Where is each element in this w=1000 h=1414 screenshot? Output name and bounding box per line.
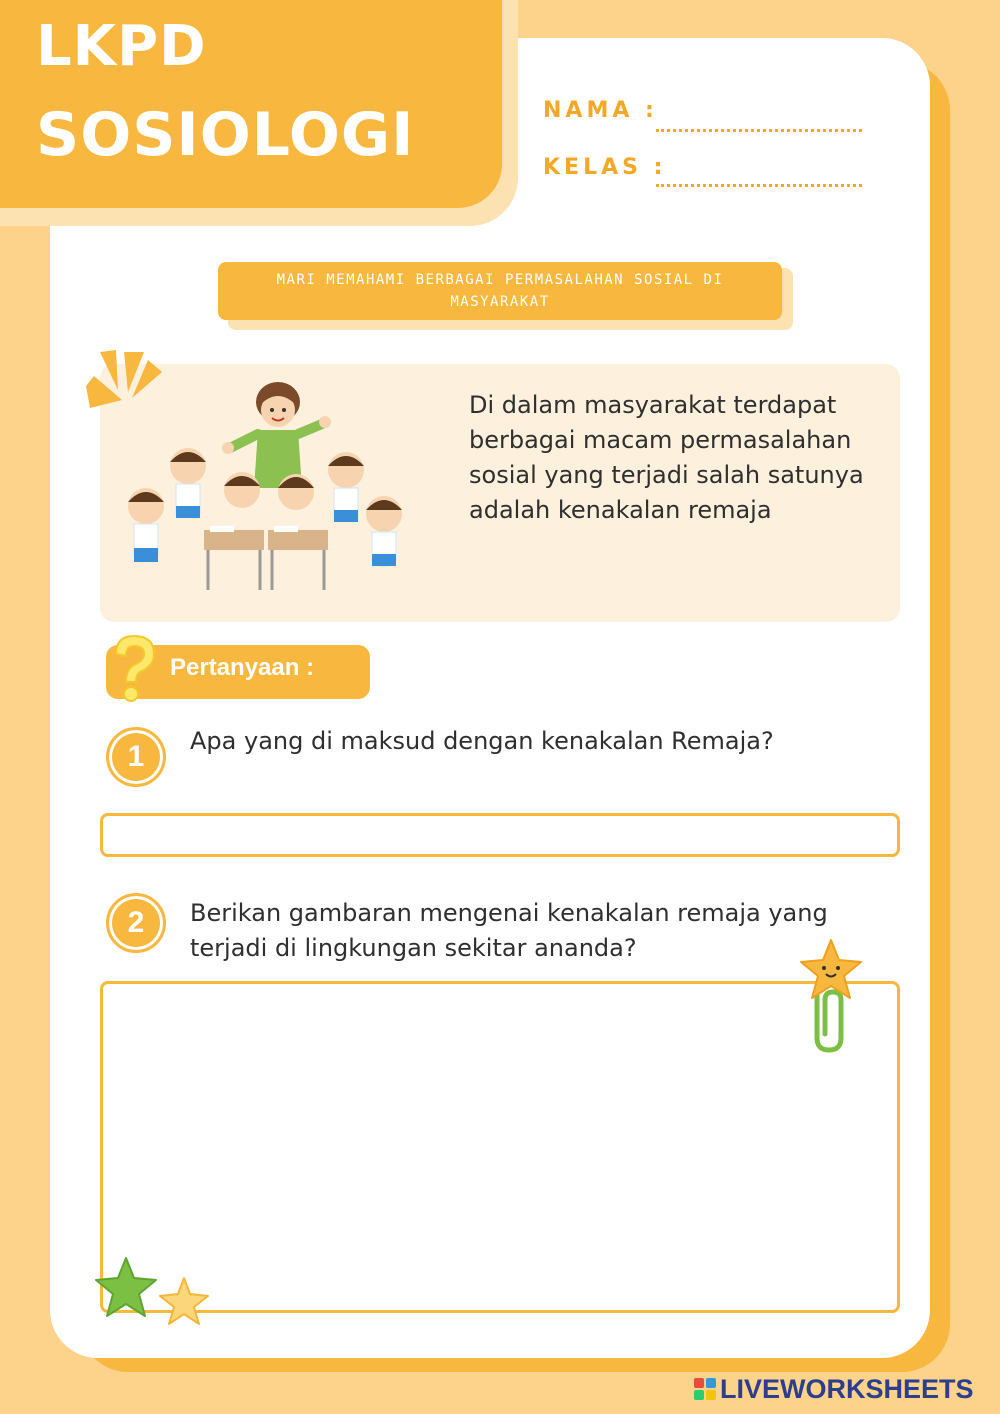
questions-header-label: Pertanyaan : (170, 654, 315, 681)
star-paperclip-icon (795, 938, 867, 1056)
footer-brand-text: LIVEWORKSHEETS (720, 1373, 974, 1404)
banner: MARI MEMAHAMI BERBAGAI PERMASALAHAN SOSIAL DI MASYARAKAT (218, 262, 782, 320)
class-label: KELAS : (543, 155, 667, 180)
title-line-1: LKPD (36, 14, 207, 79)
question-number-badge: 2 (106, 893, 166, 953)
answer-1-input[interactable] (100, 813, 900, 857)
question-1-text: Apa yang di maksud dengan kenakalan Remaja? (190, 727, 774, 755)
title-line-2: SOSIOLOGI (36, 100, 415, 170)
brand-cubes-icon (694, 1378, 716, 1400)
teacher-figure (222, 382, 331, 488)
question-number-badge: 1 (106, 727, 166, 787)
footer-logo (694, 1372, 974, 1406)
decorative-stars-icon (94, 1256, 218, 1336)
answer-2-textarea[interactable] (100, 981, 900, 1313)
name-field[interactable] (656, 129, 862, 132)
intro-text: Di dalam masyarakat terdapat berbagai macam permasalahan sosial yang terjadi salah satunya adalah kenakalan remaja (469, 391, 864, 524)
teacher-students-illustration (110, 378, 430, 600)
name-label: NAMA : (543, 98, 658, 123)
question-2-text: Berikan gambaran mengenai kenakalan remaja yang terjadi di lingkungan sekitar ananda? (190, 899, 828, 962)
class-field[interactable] (656, 184, 862, 187)
question-mark-icon (108, 632, 160, 704)
